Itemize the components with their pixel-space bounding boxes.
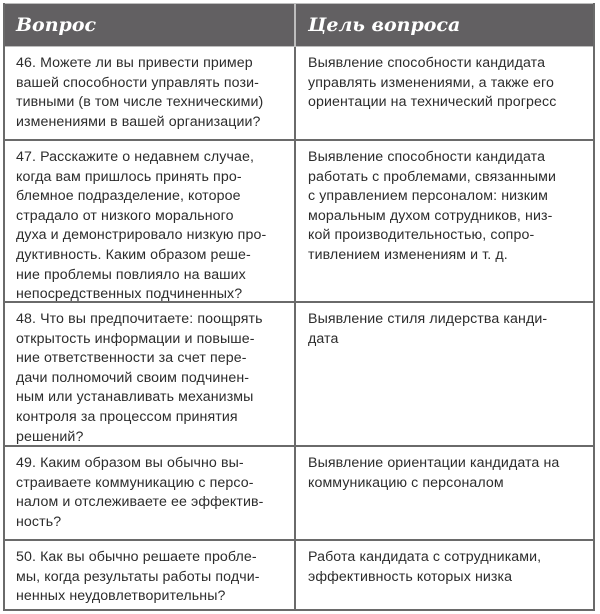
question-line: ние ответственности за счет пере- (16, 350, 247, 367)
purpose-line: тивлением изменениям и т. д. (308, 246, 508, 263)
purpose-cell (296, 447, 593, 539)
question-line: ненных неудовлетворительны? (16, 588, 226, 605)
purpose-line: ориентации на технический прогресс (308, 94, 557, 111)
question-line: 48. Что вы предпочитаете: поощрять (16, 311, 263, 327)
purpose-line: Выявление стиля лидерства канди- (308, 311, 548, 327)
table-row (5, 445, 593, 539)
purpose-line: коммуникацию с персоналом (308, 474, 504, 491)
purpose-cell (296, 541, 593, 609)
purpose-cell (296, 141, 593, 301)
purpose-line: работать с проблемами, связанными (308, 168, 556, 185)
question-cell (5, 541, 296, 609)
question-line: налом и отслеживаете ее эффектив- (16, 494, 264, 511)
purpose-cell (296, 47, 593, 139)
question-line: тивными (в том числе техническими) (16, 94, 264, 111)
question-line: ние проблемы повлияло на ваших (16, 266, 246, 283)
purpose-line: Выявление способности кандидата (308, 55, 546, 71)
question-line: когда вам пришлось принять про- (16, 168, 242, 185)
question-line: изменениями в вашей организации? (16, 113, 261, 130)
question-line: ность? (16, 513, 62, 530)
question-line: ным или устанавливать механизмы (16, 389, 254, 406)
header-purpose: Цель вопроса (308, 14, 461, 36)
purpose-line: моральным духом сотрудников, низ- (308, 207, 553, 224)
table-row (5, 539, 593, 609)
question-cell (5, 303, 296, 445)
question-line: 50. Как вы обычно решаете пробле- (16, 549, 257, 565)
purpose-line: Выявление способности кандидата (308, 149, 546, 165)
header-question: Вопрос (5, 4, 296, 46)
question-line: блемное подразделение, которое (16, 188, 241, 205)
question-line: духа и демонстрировало низкую про- (16, 227, 267, 244)
question-line: страиваете коммуникацию с персо- (16, 474, 254, 491)
purpose-line: кой производительностью, сопро- (308, 227, 535, 244)
purpose-line: Работа кандидата с сотрудниками, (308, 549, 542, 565)
purpose-line: эффективность которых низка (308, 568, 513, 585)
question-line: страдало от низкого морального (16, 207, 234, 224)
question-line: непосредственных подчиненных? (16, 286, 243, 303)
purpose-line: с управлением персоналом: низким (308, 188, 548, 205)
table-row (5, 139, 593, 301)
question-line: вашей способности управлять пози- (16, 74, 259, 91)
question-line: контроля за процессом принятия (16, 408, 238, 425)
purpose-line: управлять изменениями, а также его (308, 74, 554, 91)
question-cell (5, 141, 296, 301)
table-row (5, 301, 593, 445)
purpose-line: Выявление ориентации кандидата на (308, 455, 560, 471)
question-line: решений? (16, 428, 84, 445)
question-line: 49. Каким образом вы обычно вы- (16, 455, 244, 471)
question-line: 46. Можете ли вы привести пример (16, 55, 253, 71)
question-line: дуктивность. Каким образом реше- (16, 246, 251, 263)
question-cell (5, 447, 296, 539)
question-line: 47. Расскажите о недавнем случае, (16, 149, 254, 165)
table-row (5, 47, 593, 139)
question-line: дачи полномочий своим подчинен- (16, 369, 250, 386)
table-header (5, 3, 593, 47)
interview-questions-table (3, 3, 595, 611)
purpose-line: дата (308, 330, 339, 347)
question-line: открытость информации и повыше- (16, 330, 255, 347)
question-cell (5, 47, 296, 139)
question-line: мы, когда результаты работы подчи- (16, 568, 260, 585)
purpose-cell (296, 303, 593, 445)
